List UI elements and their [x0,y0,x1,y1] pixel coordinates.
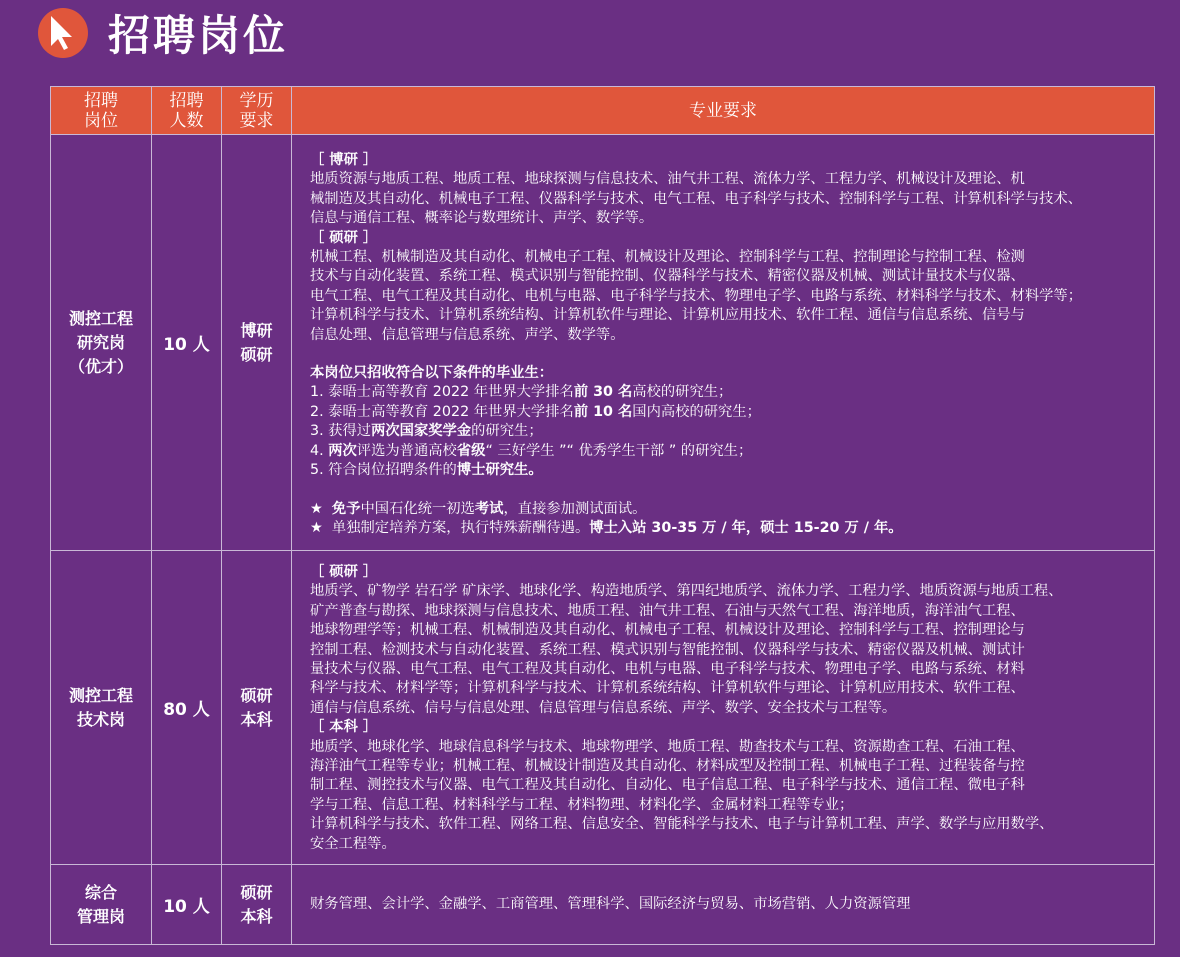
text-line: 安全工程等。 [310,835,396,852]
cursor-arrow-icon [38,8,88,58]
education-cell: 硕研 本科 [222,551,292,865]
education-cell: 硕研 本科 [222,865,292,945]
education-cell: 博研 硕研 [222,135,292,551]
text-line: 电气工程、电气工程及其自动化、电机与电器、电子科学与技术、物理电子学、电路与系统、材料科学与技术、材料学等； [310,287,1083,304]
header-major: 专业要求 [292,87,1155,135]
position-cell: 测控工程 技术岗 [51,551,152,865]
header-count: 招聘 人数 [152,87,222,135]
text-line: 控制工程、检测技术与自动化装置、系统工程、模式识别与智能控制、仪器科学与技术、精密仪器及机械、测试计 [310,641,1025,658]
text-line: 计算机科学与技术、计算机系统结构、计算机软件与理论、计算机应用技术、软件工程、通信与信息系统、信号与 [310,307,1025,324]
text-line: 地质学、矿物学 岩石学 矿床学、地球化学、构造地质学、第四纪地质学、流体力学、工程力学、地质资源与地质工程、 [310,583,1063,600]
position-cell: 测控工程 研究岗 （优才） [51,135,152,551]
text-line: 量技术与仪器、电气工程、电气工程及其自动化、电机与电器、电子科学与技术、物理电子学、电路与系统、材料 [310,661,1025,678]
text-line: 学与工程、信息工程、材料科学与工程、材料物理、材料化学、金属材料工程等专业； [310,796,854,813]
condition-item: 2. 泰晤士高等教育 2022 年世界大学排名前 10 名国内高校的研究生； [310,403,761,420]
section-title: ［ 本科 ］ [310,719,378,736]
condition-item: 5. 符合岗位招聘条件的博士研究生。 [310,462,543,479]
requirements-cell [292,135,1155,551]
conditions-title: 本岗位只招收符合以下条件的毕业生： [310,365,554,382]
text-line: 信息与通信工程、概率论与数理统计、声学、数学等。 [310,210,654,227]
condition-item: 1. 泰晤士高等教育 2022 年世界大学排名前 30 名高校的研究生； [310,384,733,401]
star-icon: ★ [310,500,323,517]
table-header-row [51,87,1155,135]
text-line: 科学与技术、材料学等；计算机科学与技术、计算机系统结构、计算机软件与理论、计算机应用技术、软件工程、 [310,680,1025,697]
requirements-cell [292,551,1155,865]
requirements-cell: 财务管理、会计学、金融学、工商管理、管理科学、国际经济与贸易、市场营销、人力资源管理 [292,865,1155,945]
header [38,6,288,60]
text-line: 地质学、地球化学、地球信息科学与技术、地球物理学、地质工程、勘查技术与工程、资源勘查工程、石油工程、 [310,738,1025,755]
text-line: 海洋油气工程等专业；机械工程、机械设计制造及其自动化、材料成型及控制工程、机械电子工程、过程装备与控 [310,758,1025,775]
section-title: ［ 博研 ］ [310,152,378,168]
count-cell: 80 人 [152,551,222,865]
benefit-item: ★ 单独制定培养方案，执行特殊薪酬待遇。博士入站 30-35 万 / 年，硕士 15-20 万 / 年。 [310,519,903,536]
text-line: 信息处理、信息管理与信息系统、声学、数学等。 [310,326,625,343]
star-icon: ★ [310,519,323,536]
condition-item: 3. 获得过两次国家奖学金的研究生； [310,423,543,440]
section-title: ［ 硕研 ］ [310,564,378,580]
table-row [51,865,1155,945]
header-education: 学历 要求 [222,87,292,135]
text-line: 矿产普查与勘探、地球探测与信息技术、地质工程、油气井工程、石油与天然气工程、海洋地质，海洋油气工程、 [310,602,1025,619]
text-line: 地球物理学等；机械工程、机械制造及其自动化、机械电子工程、机械设计及理论、控制科学与工程、控制理论与 [310,622,1025,639]
header-position: 招聘 岗位 [51,87,152,135]
page-title: 招聘岗位 [108,11,289,60]
recruitment-table [50,86,1155,945]
position-cell: 综合 管理岗 [51,865,152,945]
text-line: 技术与自动化装置、系统工程、模式识别与智能控制、仪器科学与技术、精密仪器及机械、测试计量技术与仪器、 [310,268,1025,285]
section-title: ［ 硕研 ］ [310,229,378,246]
table-row [51,135,1155,551]
text-line: 制工程、测控技术与仪器、电气工程及其自动化、自动化、电子信息工程、电子科学与技术、通信工程、微电子科 [310,777,1025,794]
count-cell: 10 人 [152,865,222,945]
condition-item: 4. 两次评选为普通高校省级“ 三好学生 ”“ 优秀学生干部 ” 的研究生； [310,442,753,459]
table-row [51,551,1155,865]
text-line: 计算机科学与技术、软件工程、网络工程、信息安全、智能科学与技术、电子与计算机工程、声学、数学与应用数学、 [310,816,1054,833]
text-line: 通信与信息系统、信号与信息处理、信息管理与信息系统、声学、数学、安全技术与工程等。 [310,699,897,716]
benefit-item: ★ 免予中国石化统一初选考试，直接参加测试面试。 [310,500,647,517]
text-line: 机械工程、机械制造及其自动化、机械电子工程、机械设计及理论、控制科学与工程、控制理论与控制工程、检测 [310,249,1025,266]
text-line: 械制造及其自动化、机械电子工程、仪器科学与技术、电气工程、电子科学与技术、控制科学与工程、计算机科学与技术、 [310,190,1083,207]
count-cell: 10 人 [152,135,222,551]
text-line: 地质资源与地质工程、地质工程、地球探测与信息技术、油气井工程、流体力学、工程力学、机械设计及理论、机 [310,171,1025,188]
